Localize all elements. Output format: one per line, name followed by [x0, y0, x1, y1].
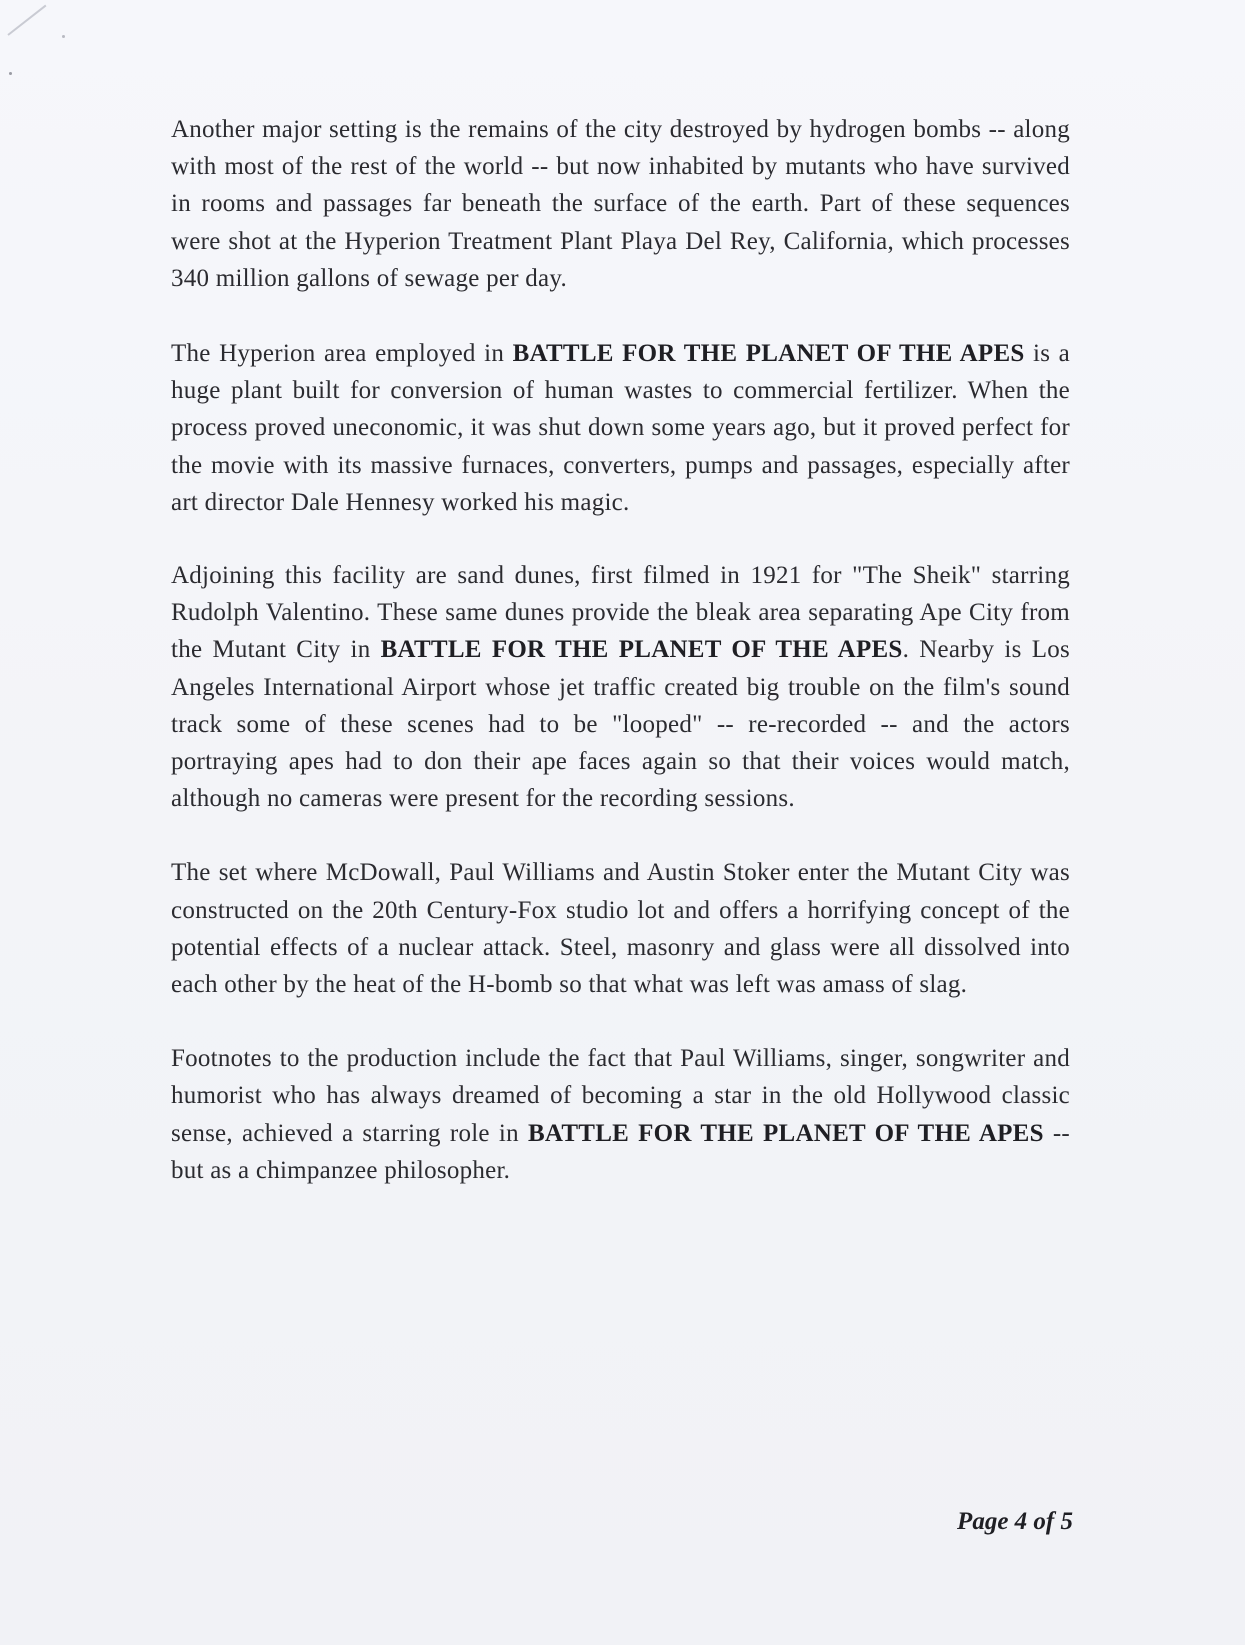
- film-title: BATTLE FOR THE PLANET OF THE APES: [527, 1119, 1044, 1147]
- paragraph-text: Adjoining this facility are sand dunes, first filmed in 1921 for "The Sheik" starring Rudolph Valentino. These same dunes provide the bleak area separating Ape City from the Mutant City in: [171, 562, 1070, 664]
- paragraph-2: [171, 335, 1070, 521]
- page-number: Page 4 of 5: [957, 1508, 1073, 1535]
- paragraph-1: [171, 111, 1070, 297]
- paragraph-text: . Nearby is Los Angeles International Airport whose jet traffic created big trouble on the film's sound track some of these scenes had to be "looped" -- re-recorded -- and the actors portraying apes had to don their ape faces again so that their voices would match, although no cameras were present for the recording sessions.: [171, 636, 1071, 813]
- scan-speck: [62, 35, 65, 38]
- paragraph-text: -- but as a chimpanzee philosopher.: [171, 1119, 1071, 1184]
- paragraph-3: [171, 557, 1070, 817]
- paragraph-text: Another major setting is the remains of the city destroyed by hydrogen bombs -- along with most of the rest of the world -- but now inhabited by mutants who have survived in rooms and passages far beneath the surface of the earth. Part of these sequences were shot at the Hyperion Treatment Plant Playa Del Rey, California, which processes 340 million gallons of sewage per day.: [171, 116, 1070, 292]
- paragraph-4: [171, 854, 1070, 1003]
- document-body: [171, 111, 1070, 1227]
- paragraph-text: is a huge plant built for conversion of human wastes to commercial fertilizer. When the process proved uneconomic, it was shut down some years ago, but it proved perfect for the movie with its massive furnaces, converters, pumps and passages, especially after art director Dale Hennesy worked his magic.: [171, 340, 1071, 516]
- paragraph-5: [171, 1040, 1070, 1189]
- film-title: BATTLE FOR THE PLANET OF THE APES: [380, 636, 903, 664]
- paragraph-text: Footnotes to the production include the fact that Paul Williams, singer, songwriter and humorist who has always dreamed of becoming a star in the old Hollywood classic sense, achieved a starring role in: [171, 1045, 1070, 1147]
- scan-speck: [9, 72, 12, 75]
- film-title: BATTLE FOR THE PLANET OF THE APES: [512, 340, 1025, 368]
- scan-mark: [7, 5, 46, 36]
- paragraph-text: The set where McDowall, Paul Williams and Austin Stoker enter the Mutant City was constructed on the 20th Century-Fox studio lot and offers a horrifying concept of the potential effects of a nuclear attack. Steel, masonry and glass were all dissolved into each other by the heat of the H-bomb so that what was left was amass of slag.: [171, 859, 1070, 999]
- paragraph-text: The Hyperion area employed in: [171, 340, 513, 368]
